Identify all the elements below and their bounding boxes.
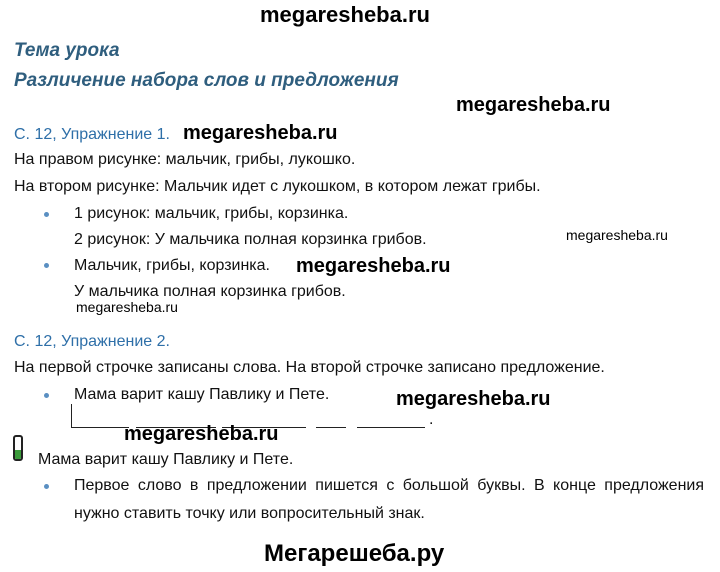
watermark-upper-right: megaresheba.ru — [456, 94, 611, 116]
bullet-icon — [44, 484, 49, 489]
watermark-ex2-right: megaresheba.ru — [396, 388, 551, 410]
exercise2-bullet1: Мама варит кашу Павлику и Пете. — [74, 386, 330, 403]
exercise2-line1: На первой строчке записаны слова. На второй строчке записано предложение. — [14, 359, 605, 376]
exercise2-bullet2: Первое слово в предложении пишется с большой буквы. В конце предложения нужно ставить точку или вопросительный знак. — [74, 477, 704, 522]
exercise2-header: С. 12, Упражнение 2. — [14, 333, 170, 350]
exercise1-bullet2-line2: У мальчика полная корзинка грибов. — [74, 283, 346, 300]
watermark-top: megaresheba.ru — [260, 2, 430, 27]
scheme-start-bar — [71, 404, 72, 428]
watermark-under-bullet2: megaresheba.ru — [76, 299, 178, 315]
watermark-lines: megaresheba.ru — [124, 423, 279, 445]
footer-site-name: Мегарешеба.ру — [264, 540, 445, 567]
topic-label: Тема урока — [14, 40, 120, 61]
battery-sentence: Мама варит кашу Павлику и Пете. — [38, 451, 294, 468]
exercise1-header: С. 12, Упражнение 1. — [14, 126, 170, 143]
exercise1-bullet1-line2: 2 рисунок: У мальчика полная корзинка грибов. — [74, 231, 427, 248]
exercise1-bullet1-line1: 1 рисунок: мальчик, грибы, корзинка. — [74, 205, 349, 222]
watermark-ex1-header: megaresheba.ru — [183, 122, 338, 144]
scheme-period: . — [429, 411, 434, 428]
battery-fill — [15, 450, 21, 459]
scheme-line — [316, 427, 346, 428]
exercise1-line1: На правом рисунке: мальчик, грибы, лукошко. — [14, 151, 356, 168]
scheme-line — [71, 427, 129, 428]
bullet-icon — [44, 263, 49, 268]
scheme-line — [357, 427, 425, 428]
battery-icon — [13, 435, 23, 461]
watermark-bullet2: megaresheba.ru — [296, 255, 451, 277]
watermark-right-small: megaresheba.ru — [566, 227, 668, 243]
bullet-icon — [44, 393, 49, 398]
topic-title: Различение набора слов и предложения — [14, 70, 399, 91]
exercise1-bullet2-line1: Мальчик, грибы, корзинка. — [74, 257, 270, 274]
exercise1-line2: На втором рисунке: Мальчик идет с лукошком, в котором лежат грибы. — [14, 178, 541, 195]
bullet-icon — [44, 212, 49, 217]
